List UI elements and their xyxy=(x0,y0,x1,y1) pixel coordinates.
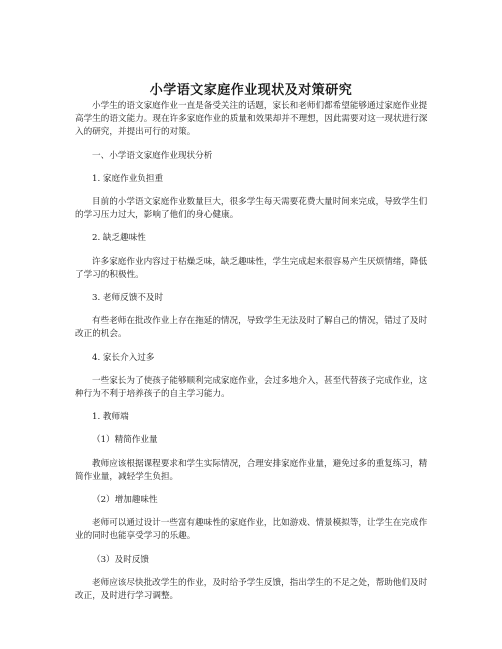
subheading-add-interest: （2）增加趣味性 xyxy=(92,495,158,506)
document-body xyxy=(75,100,435,613)
subheading-teacher-side: 1. 教师端 xyxy=(92,412,129,423)
paragraph-timely-feedback: 老师应该尽快批改学生的作业，及时给予学生反馈，指出学生的不足之处，帮助他们及时改正，及时进行学习调整。 xyxy=(75,577,428,602)
document-title: 小学语文家庭作业现状及对策研究 xyxy=(149,83,353,98)
paragraph-add-interest: 老师可以通过设计一些富有趣味性的家庭作业，比如游戏、情景模拟等，让学生在完成作业的同时也能享受学习的乐趣。 xyxy=(75,518,428,542)
paragraph-parent-involvement: 一些家长为了使孩子能够顺利完成家庭作业，会过多地介入，甚至代替孩子完成作业，这种行为不利于培养孩子的自主学习能力。 xyxy=(75,375,428,400)
subheading-timely-feedback: （3）及时反馈 xyxy=(92,554,150,565)
subheading-heavy-burden: 1. 家庭作业负担重 xyxy=(92,173,164,184)
subheading-parent-involvement: 4. 家长介入过多 xyxy=(92,352,155,363)
section-heading-analysis: 一、小学语文家庭作业现状分析 xyxy=(92,150,213,161)
paragraph-lack-interest: 许多家庭作业内容过于枯燥乏味，缺乏趣味性，学生完成起来很容易产生厌烦情绪，降低了学习的积极性。 xyxy=(75,256,428,280)
subheading-reduce-workload: （1）精简作业量 xyxy=(92,435,158,446)
subheading-lack-interest: 2. 缺乏趣味性 xyxy=(92,233,146,244)
subheading-feedback-delay: 3. 老师反馈不及时 xyxy=(92,293,164,304)
paragraph-heavy-burden: 目前的小学语文家庭作业数量巨大，很多学生每天需要花费大量时间来完成，导致学生们的学习压力过大，影响了他们的身心健康。 xyxy=(75,197,428,221)
paragraph-feedback-delay: 有些老师在批改作业上存在拖延的情况，导致学生无法及时了解自己的情况，错过了及时改正的机会。 xyxy=(75,316,428,340)
paragraph-reduce-workload: 教师应该根据课程要求和学生实际情况，合理安排家庭作业量，避免过多的重复练习，精简作业量，减轻学生负担。 xyxy=(75,458,428,482)
intro-paragraph: 小学生的语文家庭作业一直是备受关注的话题，家长和老师们都希望能够通过家庭作业提高学生的语文能力。现在许多家庭作业的质量和效果却并不理想，因此需要对这一现状进行深入的研究，并提出可行的对策。 xyxy=(75,101,428,138)
